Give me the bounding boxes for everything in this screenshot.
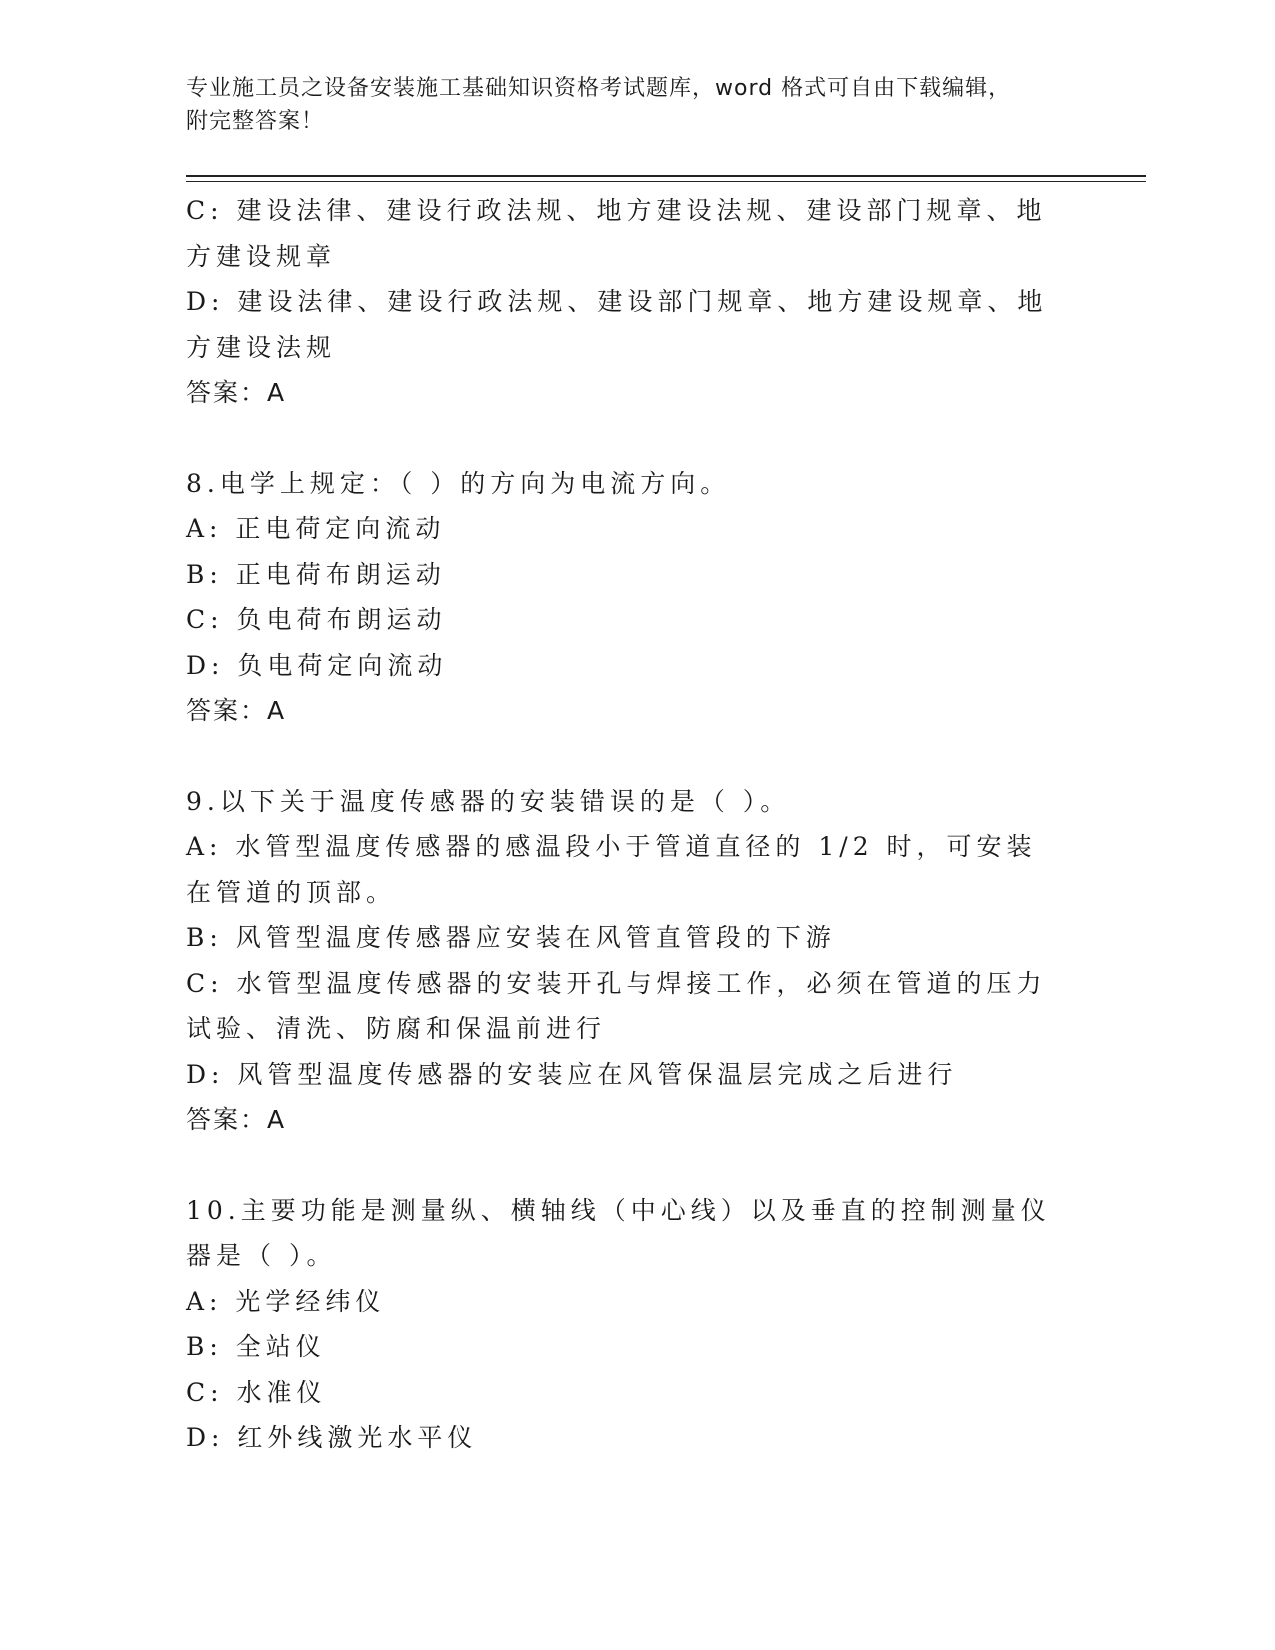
option-d: D: 红外线激光水平仪: [186, 1423, 478, 1452]
option-c: C: 水准仪: [186, 1377, 327, 1407]
option-b: B: 风管型温度传感器应安装在风管直管段的下游: [186, 923, 836, 952]
header-divider-thick: [186, 175, 1146, 177]
option-c: C: 水管型温度传感器的安装开孔与焊接工作，必须在管道的压力试验、清洗、防腐和保温前进行: [186, 968, 1047, 1043]
header-line-2: 附完整答案！: [186, 109, 325, 134]
question-block-prev: [186, 188, 1066, 416]
header-divider-thin: [186, 181, 1146, 182]
option-c: C: 建设法律、建设行政法规、地方建设法规、建设部门规章、地方建设规章: [186, 196, 1047, 271]
option-a: A: 光学经纬仪: [186, 1286, 386, 1316]
question-text: 10.主要功能是测量纵、横轴线（中心线）以及垂直的控制测量仪器是（ ）。: [186, 1195, 1051, 1270]
header-line-1: 专业施工员之设备安装施工基础知识资格考试题库，word 格式可自由下载编辑，: [186, 76, 1012, 101]
question-content: [186, 188, 1066, 1461]
question-block-10: [186, 1188, 1066, 1461]
option-b: B: 全站仪: [186, 1332, 326, 1361]
page-header: [186, 72, 1066, 138]
option-c: C: 负电荷布朗运动: [186, 605, 447, 634]
option-a: A: 水管型温度传感器的感温段小于管道直径的 1/2 时，可安装在管道的顶部。: [186, 832, 1037, 907]
option-d: D: 负电荷定向流动: [186, 650, 448, 680]
question-text: 8.电学上规定：（ ）的方向为电流方向。: [186, 468, 731, 498]
option-b: B: 正电荷布朗运动: [186, 559, 446, 589]
option-a: A: 正电荷定向流动: [186, 514, 446, 543]
answer: 答案：A: [186, 378, 287, 407]
answer: 答案：A: [186, 1105, 287, 1134]
option-d: D: 风管型温度传感器的安装应在风管保温层完成之后进行: [186, 1059, 958, 1089]
question-block-9: [186, 779, 1066, 1143]
question-text: 9.以下关于温度传感器的安装错误的是（ ）。: [186, 786, 791, 816]
answer: 答案：A: [186, 696, 287, 725]
option-d: D: 建设法律、建设行政法规、建设部门规章、地方建设规章、地方建设法规: [186, 287, 1048, 362]
question-block-8: [186, 461, 1066, 734]
